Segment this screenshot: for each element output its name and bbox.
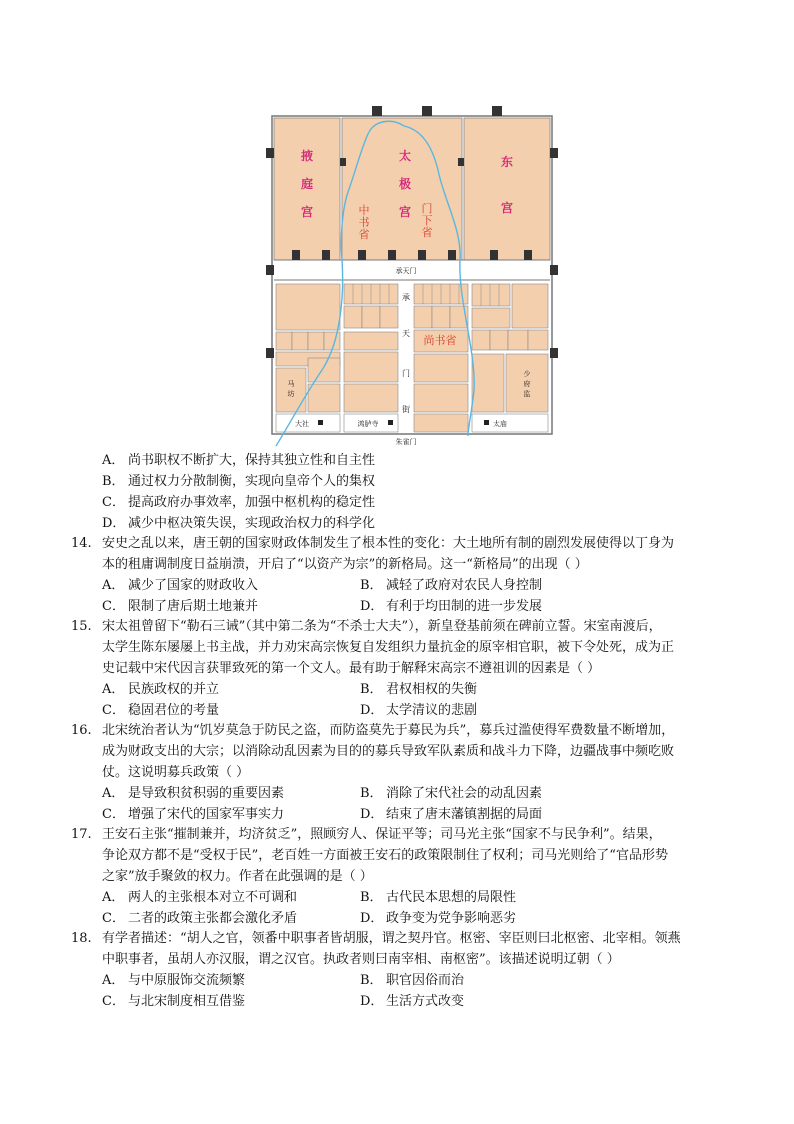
q15-option-a-text: 民族政权的并立 (128, 682, 220, 697)
dashe-label: 大社 (295, 420, 309, 428)
q15-option-c-letter: C． (102, 703, 125, 718)
q14-option-c[interactable] (102, 596, 258, 617)
q13-option-c[interactable] (102, 492, 375, 513)
q13-option-a-letter: A． (102, 453, 125, 468)
q18-option-a[interactable] (102, 970, 245, 991)
q16-stem-line-2: 成为财政支出的大宗；以消除动乱因素为目的的募兵导致军队素质和战斗力下降，边疆战事中频吃败 (102, 744, 675, 759)
q17-stem-line-3: 之家”放手聚敛的权力。作者在此强调的是（ ） (102, 869, 373, 884)
q16-option-d-letter: D． (360, 807, 384, 822)
q17-option-c-letter: C． (102, 911, 125, 926)
menxia-label-1: 门 (421, 202, 433, 215)
q16-option-c-letter: C． (102, 807, 125, 822)
zhuque-gate-label: 朱雀门 (395, 438, 417, 446)
zhongshu-label-3: 省 (358, 228, 370, 241)
q16-option-c[interactable] (102, 804, 284, 825)
q14-option-c-letter: C． (102, 599, 125, 614)
q17-option-d[interactable] (360, 908, 516, 929)
q16-option-b[interactable] (360, 783, 542, 804)
q14-stem-line-1: 安史之乱以来，唐王朝的国家财政体制发生了根本性的变化：大土地所有制的剧烈发展使得以丁身为 (102, 536, 675, 551)
q18-option-d-letter: D． (360, 994, 384, 1009)
q16-stem-line-3: 仗。这说明募兵政策（ ） (102, 765, 250, 780)
q18-option-a-text: 与中原服饰交流频繁 (128, 973, 246, 988)
street-label-1: 承 (402, 293, 410, 302)
q18-option-b-letter: B． (360, 973, 383, 988)
q14-option-d-text: 有利于均田制的进一步发展 (386, 599, 543, 614)
taiji-label-2: 极 (398, 177, 412, 191)
q17-option-a[interactable] (102, 887, 297, 908)
menxia-label-2: 下 (421, 214, 433, 227)
q18-option-d[interactable] (360, 991, 464, 1012)
q18-option-d-text: 生活方式改变 (386, 994, 465, 1009)
q16-option-d-text: 结束了唐末藩镇割据的局面 (386, 807, 543, 822)
mafang-label-1: 马 (287, 380, 295, 388)
east-palace-block (464, 118, 550, 260)
mafang-label-2: 坊 (287, 390, 295, 398)
q14-number: 14. (71, 536, 92, 551)
street-label-3: 门 (402, 369, 410, 378)
q14-option-a-letter: A． (102, 578, 125, 593)
q13-option-c-letter: C． (102, 495, 125, 510)
q13-option-b-letter: B． (102, 474, 125, 489)
shaofu-label-1: 少 (523, 370, 531, 378)
q13-option-b[interactable] (102, 471, 375, 492)
q18-option-c-text: 与北宋制度相互借鉴 (128, 994, 246, 1009)
menxia-label-3: 省 (421, 226, 433, 239)
q17-option-b-text: 古代民本思想的局限性 (386, 890, 517, 905)
q16-stem-line-1: 北宋统治者认为“饥岁莫急于防民之盗，而防盗莫先于募民为兵”，募兵过滥使得军费数量不断增加， (102, 723, 675, 738)
zhongshu-label-1: 中 (358, 204, 370, 217)
taimiao-label: 太庙 (493, 420, 507, 428)
q16-option-a[interactable] (102, 783, 284, 804)
q14-option-b-text: 减轻了政府对农民人身控制 (386, 578, 543, 593)
q15-option-b[interactable] (360, 679, 477, 700)
yeting-label-1: 掖 (300, 149, 314, 163)
q16-option-a-text: 是导致积贫积弱的重要因素 (128, 786, 285, 801)
changan-palace-city-map (262, 100, 562, 452)
q14-option-b[interactable] (360, 575, 542, 596)
donggong-label-1: 东 (500, 155, 514, 169)
donggong-label-2: 宫 (500, 201, 514, 215)
q14-stem-line-2: 本的租庸调制度日益崩溃，开启了“以资产为宗”的新格局。这一“新格局”的出现（ ） (102, 557, 588, 572)
q13-option-a[interactable] (102, 450, 375, 471)
taiji-label-3: 宫 (398, 205, 412, 219)
chengtian-gate-label: 承天门 (395, 267, 417, 275)
q13-option-b-text: 通过权力分散制衡，实现向皇帝个人的集权 (128, 474, 376, 489)
q18-option-c-letter: C． (102, 994, 125, 1009)
q15-option-d-letter: D． (360, 703, 384, 718)
q17-option-a-letter: A． (102, 890, 125, 905)
q16-option-b-text: 消除了宋代社会的动乱因素 (386, 786, 543, 801)
q16-option-d[interactable] (360, 804, 542, 825)
street-label-4: 街 (402, 405, 410, 414)
q14-option-a[interactable] (102, 575, 258, 596)
q13-option-d-letter: D． (102, 516, 126, 531)
shaofu-label-2: 府 (523, 380, 531, 388)
q14-option-a-text: 减少了国家的财政收入 (128, 578, 259, 593)
q18-number: 18. (71, 931, 92, 946)
q17-option-a-text: 两人的主张根本对立不可调和 (128, 890, 298, 905)
q15-number: 15. (71, 619, 92, 634)
q17-option-b[interactable] (360, 887, 516, 908)
shaofu-label-3: 监 (523, 390, 531, 398)
q17-stem-line-2: 争论双方都不是“受权于民”，老百姓一方面被王安石的政策限制住了权利；司马光则给了“官品形势 (102, 848, 668, 863)
honglu-label: 鸿胪寺 (357, 420, 379, 428)
q18-option-a-letter: A． (102, 973, 125, 988)
q15-option-d-text: 太学清议的悲剧 (386, 703, 478, 718)
q13-option-a-text: 尚书职权不断扩大，保持其独立性和自主性 (128, 453, 376, 468)
q15-option-c-text: 稳固君位的考量 (128, 703, 220, 718)
taiji-label-1: 太 (398, 149, 412, 163)
q15-option-a[interactable] (102, 679, 219, 700)
q18-option-b-text: 职官因俗而治 (386, 973, 465, 988)
q15-stem-line-1: 宋太祖曾留下“勒石三诫”（其中第二条为“不杀士大夫”），新皇登基前须在碑前立誓。宋室南渡后， (102, 619, 662, 634)
q16-option-b-letter: B． (360, 786, 383, 801)
q16-option-a-letter: A． (102, 786, 125, 801)
shangshu-label: 尚书省 (423, 334, 457, 347)
q15-option-c[interactable] (102, 700, 219, 721)
q15-stem-line-3: 史记载中宋代因言获罪致死的第一个文人。最有助于解释宋高宗不遵祖训的因素是（ ） (102, 661, 601, 676)
q13-option-d-text: 减少中枢决策失误，实现政治权力的科学化 (128, 516, 376, 531)
q18-option-b[interactable] (360, 970, 464, 991)
q17-option-d-text: 政争变为党争影响恶劣 (386, 911, 517, 926)
q13-option-d[interactable] (102, 513, 375, 534)
yeting-label-3: 宫 (300, 205, 314, 219)
q16-option-c-text: 增强了宋代的国家军事实力 (128, 807, 285, 822)
q17-option-b-letter: B． (360, 890, 383, 905)
q17-option-c-text: 二者的政策主张都会激化矛盾 (128, 911, 298, 926)
q14-option-d-letter: D． (360, 599, 384, 614)
yeting-label-2: 庭 (300, 177, 314, 191)
q15-option-b-letter: B． (360, 682, 383, 697)
q14-option-b-letter: B． (360, 578, 383, 593)
street-label-2: 天 (402, 329, 410, 338)
q17-stem-line-1: 王安石主张“摧制兼并，均济贫乏”，照顾穷人、保证平等；司马光主张“国家不与民争利”。结果， (102, 827, 662, 842)
q17-option-d-letter: D． (360, 911, 384, 926)
q18-stem-line-2: 中职事者，虽胡人亦汉服，谓之汉官。执政者则曰南宰相、南枢密”。该描述说明辽朝（ ） (102, 952, 620, 967)
q16-number: 16. (71, 723, 92, 738)
q17-number: 17. (71, 827, 92, 842)
q15-option-a-letter: A． (102, 682, 125, 697)
q18-option-c[interactable] (102, 991, 245, 1012)
q15-option-d[interactable] (360, 700, 477, 721)
q18-stem-line-1: 有学者描述：“胡人之官，领番中职事者皆胡服，谓之契丹官。枢密、宰臣则曰北枢密、北宰相。领燕 (102, 931, 681, 946)
q14-option-c-text: 限制了唐后期土地兼并 (128, 599, 259, 614)
q17-option-c[interactable] (102, 908, 297, 929)
q15-option-b-text: 君权相权的失衡 (386, 682, 478, 697)
q15-stem-line-2: 太学生陈东屡屡上书主战，并力劝宋高宗恢复自发组织力量抗金的原宰相官职，被下令处死，成为正 (102, 640, 675, 655)
q13-option-c-text: 提高政府办事效率，加强中枢机构的稳定性 (128, 495, 376, 510)
zhongshu-label-2: 书 (358, 216, 370, 229)
q14-option-d[interactable] (360, 596, 542, 617)
